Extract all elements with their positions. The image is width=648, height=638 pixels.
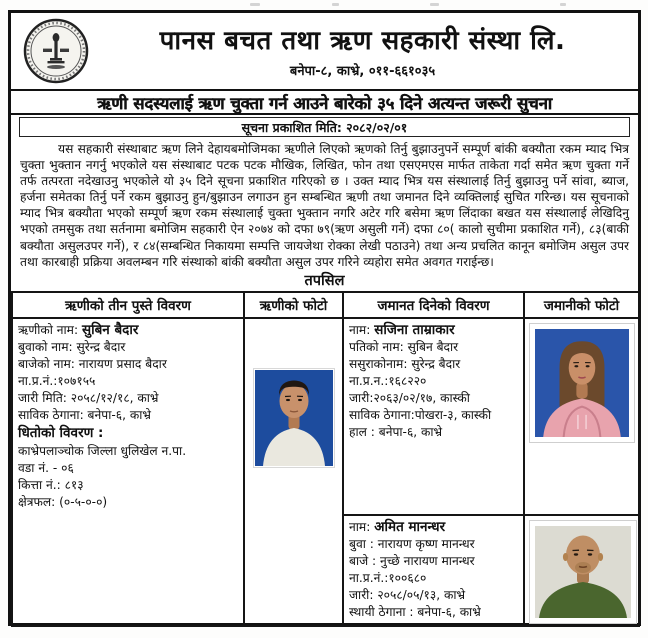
detail-line: जारी मिति: २०५८/१२/१८, काभ्रे <box>18 391 159 405</box>
guarantor1-portrait-image <box>535 329 629 437</box>
notice-document <box>8 10 641 626</box>
detail-line: बाजे : नुच्छे नारायण मानन्धर <box>349 554 475 568</box>
guarantor2-name: अमित मानन्धर <box>374 519 446 535</box>
publish-date-row <box>11 115 638 139</box>
col-header-guarantor-details: जमानत दिनेको विवरण <box>343 292 524 318</box>
borrower-info-lines <box>18 339 238 424</box>
tapasil-heading: तपसिल <box>304 273 345 289</box>
org-address: बनेपा-८, काभ्रे, ०११-६६१०३५ <box>289 64 436 79</box>
newsprint-remnant <box>250 3 260 6</box>
notice-body: यस सहकारी संस्थाबाट ऋण लिने देहायबमोजिमका ऋणीले लिएको ऋणको तिर्नु बुझाउनुपर्ने सम्पूर्ण बांकी बक्यौता रकम म्याद भित्र चुक्ता भुक्तान नगर्नु भएकोले यस संस्थाबाट पटक पटक मौखिक, लिखित, फोन तथा एसएमएस मार्फत ताकेता गर्दा समेत ऋण चुक्ता गर्ने तर्फ तत्परता नदेखाउनु भएकोले यो ३५ दिने सूचना प्रकाशित गरिएको छ । उक्त म्याद भित्र यस संस्थालाई तिर्नु बुझाउनु पर्ने सांवा, ब्याज, हर्जना समेतका तिर्नु पर्ने रकम बुझाउनु हुन/बुझाउन लगाउन हुन सम्बन्धित ऋणी तथा जमानत दिने व्यक्तिलाई सुचित गरिन्छ। यस सूचनाको म्याद भित्र बक्यौता भएको सम्पूर्ण ऋण रकम संस्थालाई चुक्ता भुक्तान नगरि अटेर गरि बसेमा ऋण लिंदाका बखत यस संस्थालाई लेखिदिनु भएको तमसुक तथा सर्तनामा बमोजिम सहकारी ऐन २०७४ को दफा ७९(ऋण असुली गर्ने) दफा ८०( कालो सुचीमा प्रकाशित गर्ने), ८३(बाकी बक्यौता असुलउपर गर्ने), र ८४(सम्बन्धित निकायमा सम्पत्ति जायजेथा रोक्का लेखी पठाउने) तथा अन्य प्रचलित कानून बमोजिम असुल उपर तथा कारबाही प्रक्रिया अवलम्बन गरि संस्थाको बांकी बक्यौता असुल उपर गरिने व्यहोरा समेत अवगत गराईन्छ। <box>20 142 629 269</box>
publish-date: सूचना प्रकाशित मिति: २०८२/०२/०१ <box>19 117 630 137</box>
borrower-name: सुबिन बैदार <box>81 322 139 338</box>
guarantor2-photo-cell <box>524 515 639 626</box>
newsprint-remnant <box>430 3 439 6</box>
col-header-borrower-details: ऋणीको तीन पुस्ते विवरण <box>12 292 244 318</box>
detail-line: काभ्रेपलाञ्चोक जिल्ला धुलिखेल न.पा. <box>18 444 187 458</box>
col-header-borrower-photo: ऋणीको फोटो <box>244 292 343 318</box>
detail-line: बुवाको नाम: सुरेन्द्र बैदार <box>18 340 126 354</box>
col-header-guarantor-photo: जमानीको फोटो <box>524 292 639 318</box>
detail-line: क्षेत्रफल: (०-५-०-०) <box>18 495 108 509</box>
borrower-portrait-image <box>255 370 333 466</box>
guarantor2-name-line: नाम: अमित मानन्धर <box>349 519 446 535</box>
guarantor2-photo <box>530 521 636 623</box>
borrower-photo <box>254 369 334 467</box>
detail-line: हाल : बनेपा-६, काभ्रे <box>349 425 443 439</box>
detail-line: पतिको नाम: सुबिन बैदार <box>349 340 459 354</box>
guarantor2-info-lines <box>349 536 518 621</box>
org-name: पानस बचत तथा ऋण सहकारी संस्था लि. <box>159 26 566 56</box>
newsprint-remnant <box>332 3 339 6</box>
borrower-details-cell <box>12 318 244 626</box>
guarantor1-info-lines <box>349 339 518 441</box>
guarantor1-details-cell <box>343 318 524 515</box>
guarantor2-portrait-image <box>535 526 631 618</box>
detail-line: जारी:२०६३/०२/१७, कास्की <box>349 391 470 405</box>
table-header-row <box>12 292 639 318</box>
detail-line: जारी: २०५८/०५/१३, काभ्रे <box>349 588 466 602</box>
guarantor2-details-cell <box>343 515 524 626</box>
detail-line: ना.प्र.नं.:१०७१५५ <box>18 374 96 388</box>
document-header <box>11 13 638 89</box>
notice-title: ऋणी सदस्यलाई ऋण चुक्ता गर्न आउने बारेको ३५ दिने अत्यन्त जरूरी सुचना <box>11 89 638 115</box>
detail-line: ससुराकोनाम: सुरेन्द्र बैदार <box>349 357 461 371</box>
detail-line: वडा नं. - ०६ <box>18 461 74 475</box>
guarantor1-name-line: नाम: सजिना ताम्राकार <box>349 322 455 338</box>
newsprint-remnant <box>560 3 566 6</box>
detail-line: ना.प्र.नं.:१००६८० <box>349 571 427 585</box>
guarantor1-photo <box>530 324 634 442</box>
borrower-name-line: ऋणीको नाम: सुबिन बैदार <box>18 322 139 338</box>
borrower-photo-cell <box>244 318 343 626</box>
detail-line: ना.प्र.न.:१६८२२० <box>349 374 427 388</box>
guarantor1-photo-cell <box>524 318 639 515</box>
detail-line: बाजेको नाम: नारायण प्रसाद बैदार <box>18 357 167 371</box>
cooperative-seal-icon <box>23 18 89 84</box>
detail-line: कित्ता नं.: ८१३ <box>18 478 84 492</box>
guarantor1-name: सजिना ताम्राकार <box>374 322 455 338</box>
table-row <box>12 318 639 515</box>
detail-line: बुवा : नारायण कृष्ण मानन्धर <box>349 537 475 551</box>
detail-line: साविक ठेगाना: बनेपा-६, काभ्रे <box>18 408 151 422</box>
mortgage-lines <box>18 443 238 511</box>
mortgage-heading: धितोको विवरण : <box>18 425 104 441</box>
detail-line: स्थायी ठेगाना : बनेपा-६, काभ्रे <box>349 605 481 619</box>
loan-details-table <box>11 291 640 627</box>
detail-line: साविक ठेगाना:पोखरा-३, कास्की <box>349 408 492 422</box>
